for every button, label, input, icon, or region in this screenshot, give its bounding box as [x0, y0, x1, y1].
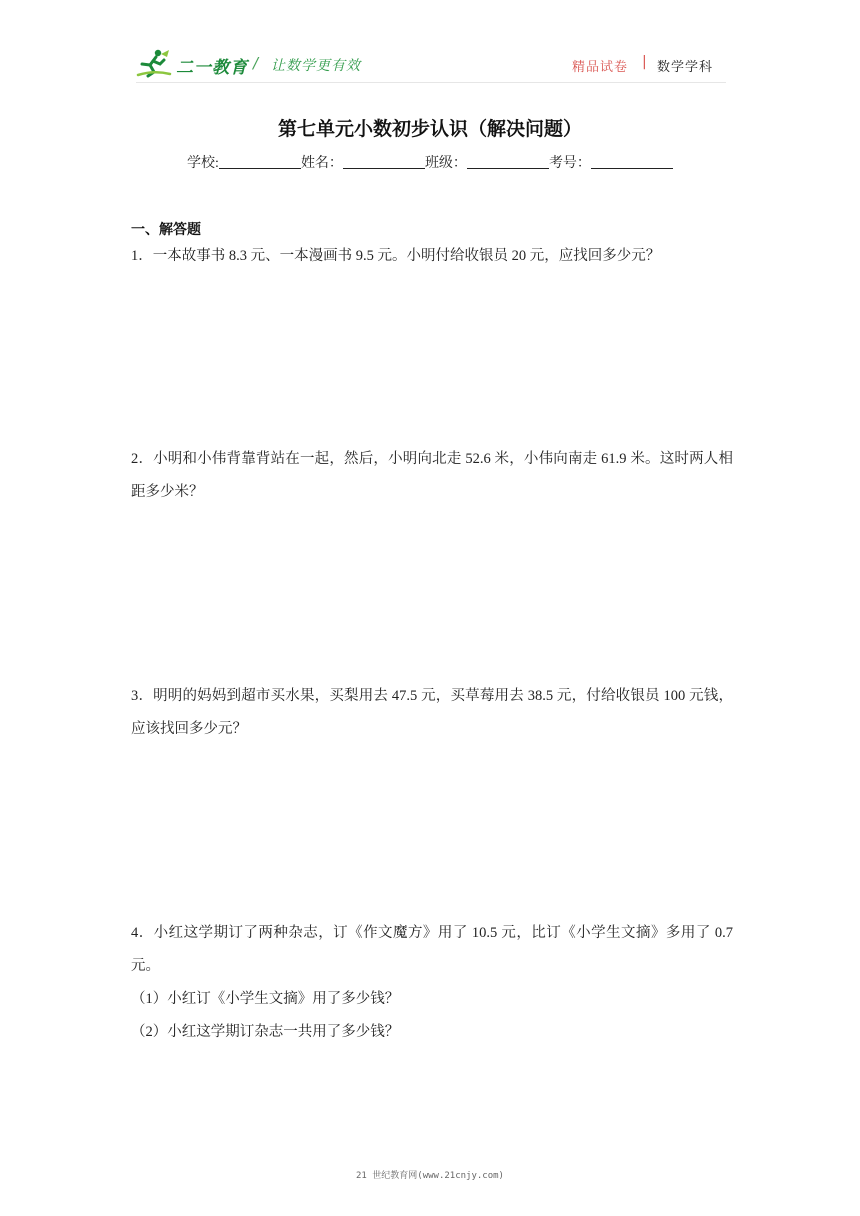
- running-figure-logo-icon: [136, 48, 172, 78]
- brand-slogan: 让数学更有效: [271, 58, 361, 74]
- page-title: 第七单元小数初步认识（解决问题）: [277, 118, 582, 140]
- header-separator: |: [642, 54, 647, 70]
- header-divider: [136, 82, 726, 83]
- section-heading: 一、解答题: [131, 222, 201, 238]
- brand-name: 二一教育: [176, 58, 248, 78]
- page-header: [136, 44, 726, 84]
- question-1: [131, 240, 733, 273]
- class-label: 班级：: [424, 156, 467, 171]
- question-2: [131, 443, 733, 509]
- class-blank: [467, 154, 549, 169]
- question-text: 4．小红这学期订了两种杂志，订《作文魔方》用了 10.5 元，比订《小学生文摘》多用了 0.7 元。: [131, 925, 733, 974]
- header-tag-premium: 精品试卷: [572, 60, 629, 75]
- school-blank: [219, 154, 301, 169]
- header-tag-subject: 数学学科: [657, 60, 714, 75]
- name-label: 姓名：: [300, 156, 343, 171]
- page-footer: 21 世纪教育网(www.21cnjy.com): [356, 1171, 504, 1181]
- exam-no-label: 考号：: [548, 156, 591, 171]
- sub-question-2: （2）小红这学期订杂志一共用了多少钱？: [131, 1024, 400, 1040]
- school-label: 学校:: [187, 156, 219, 171]
- question-3: [131, 680, 733, 746]
- sub-question-1: （1）小红订《小学生文摘》用了多少钱？: [131, 991, 400, 1007]
- exam-no-blank: [591, 154, 673, 169]
- header-slash: /: [253, 54, 259, 72]
- student-info-line: [0, 152, 860, 172]
- name-blank: [343, 154, 425, 169]
- question-text: 2．小明和小伟背靠背站在一起，然后，小明向北走 52.6 米，小伟向南走 61.9 米。这时两人相距多少米？: [131, 451, 733, 500]
- question-4: [131, 917, 733, 1049]
- question-text: 1．一本故事书 8.3 元、一本漫画书 9.5 元。小明付给收银员 20 元，应找回多少元？: [131, 248, 661, 264]
- question-text: 3．明明的妈妈到超市买水果，买梨用去 47.5 元，买草莓用去 38.5 元，付给收银员 100 元钱，应该找回多少元？: [131, 688, 733, 737]
